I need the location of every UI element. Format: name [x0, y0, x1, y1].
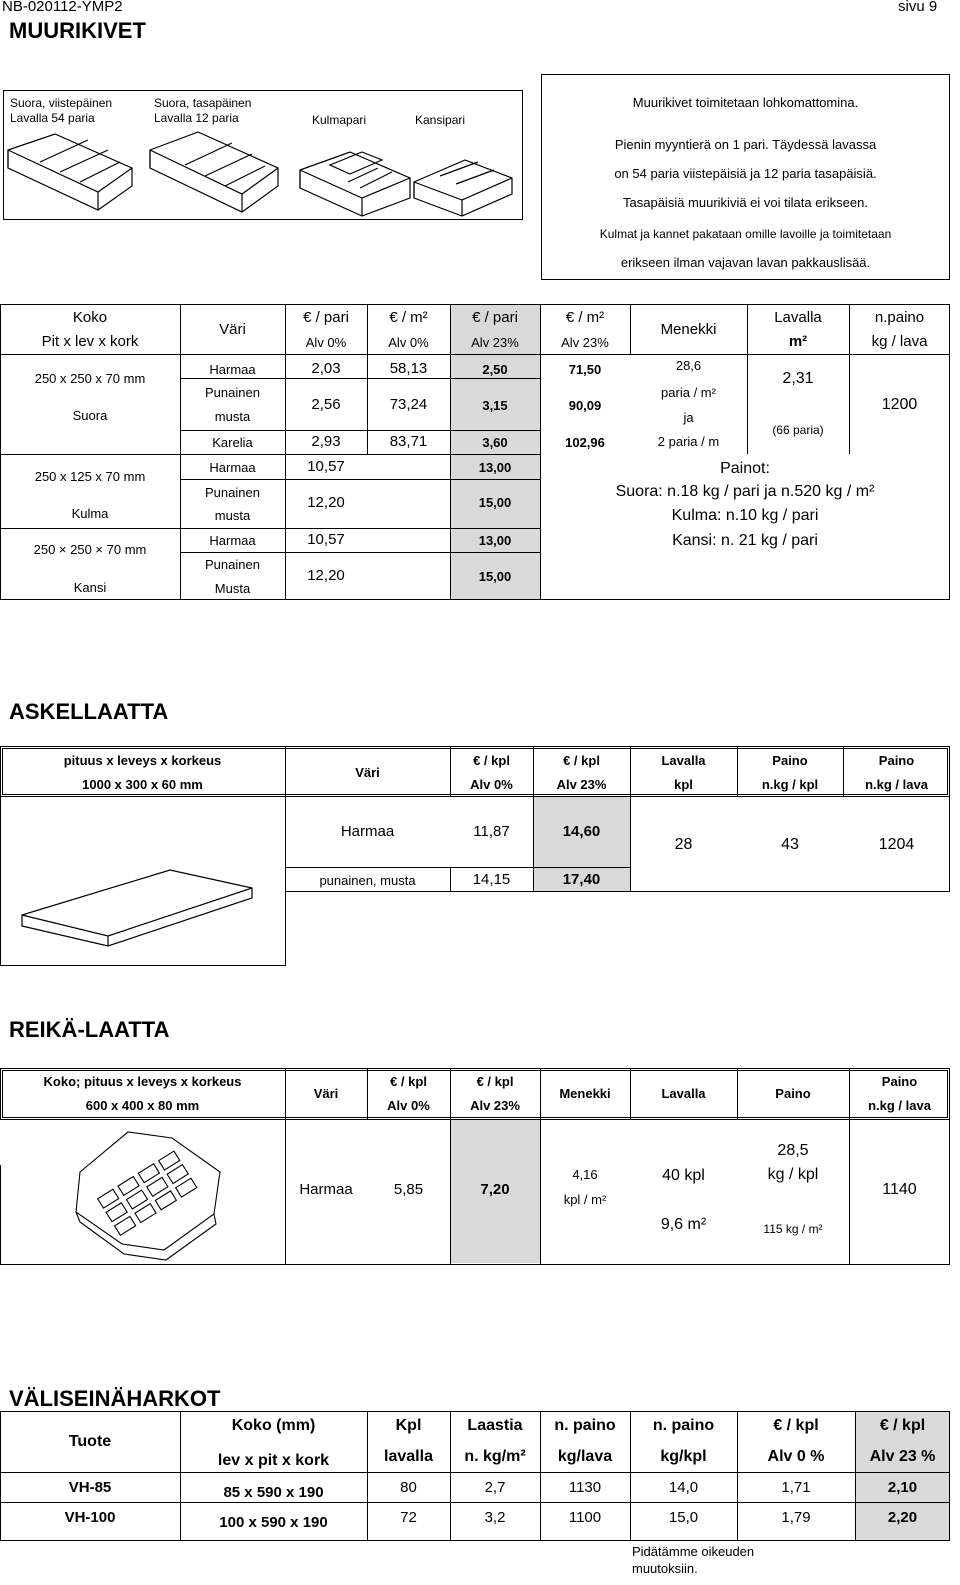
color-cell: Harmaa: [209, 362, 256, 377]
size-kulma: 250 x 125 x 70 mm: [34, 469, 146, 484]
info-line-6: erikseen ilman vajavan lavan pakkauslisää.: [620, 255, 871, 270]
vh-header-alv0: € / kpl: [773, 1417, 819, 1434]
vh-cell: 1100: [568, 1509, 602, 1526]
ask-lavalla-sub: kpl: [674, 777, 693, 792]
ask-size-value: 1000 x 300 x 60 mm: [82, 777, 203, 792]
color-cell: Punainen: [205, 485, 260, 500]
ask-lavalla-header: Lavalla: [661, 753, 706, 768]
vh-size: 85 x 590 x 190: [223, 1484, 324, 1501]
price-cell: 13,00: [478, 460, 512, 475]
reika-paino2-header: Paino: [881, 1074, 918, 1089]
painot-suora: Suora: n.18 kg / pari ja n.520 kg / m²: [615, 483, 875, 500]
reika-paino-header: Paino: [775, 1086, 811, 1101]
info-line-1: Muurikivet toimitetaan lohkomattomina.: [632, 95, 859, 110]
reika-alv0-header: € / kpl: [390, 1074, 427, 1089]
ask-color-cell: punainen, musta: [319, 873, 416, 888]
ask-paino-kpl-value: 43: [781, 836, 799, 853]
vh-cell: 14,0: [668, 1479, 699, 1496]
vh-cell: 2,20: [887, 1509, 918, 1526]
ask-color-cell: Harmaa: [340, 823, 395, 840]
npaino-subheader: kg / lava: [871, 333, 928, 350]
painot-kansi: Kansi: n. 21 kg / pari: [672, 532, 818, 549]
vh-product: VH-100: [64, 1509, 116, 1526]
npaino-header: n.paino: [874, 309, 925, 326]
m2-alv0-header: € / m²: [389, 309, 428, 326]
vh-size: 100 x 590 x 190: [219, 1514, 328, 1531]
lavalla-subheader: m²: [788, 333, 808, 350]
type-kulma: Kulma: [71, 506, 109, 521]
image-label-3: Kulmapari: [312, 113, 367, 127]
reika-price-alv0: 5,85: [393, 1181, 424, 1198]
reika-paino-value: 28,5: [777, 1142, 809, 1159]
ask-price-cell: 17,40: [562, 871, 601, 888]
info-line-2: Pienin myyntierä on 1 pari. Täydessä lavassa: [614, 137, 877, 152]
price-cell: 2,56: [311, 396, 341, 413]
ask-vari-header: Väri: [355, 765, 380, 780]
koko-header: Koko: [72, 309, 108, 326]
ask-paino2-header: Paino: [878, 753, 915, 768]
info-line-5: Kulmat ja kannet pakataan omille lavoille ja toimitetaan: [599, 227, 892, 241]
ask-alv23-header: € / kpl: [563, 753, 600, 768]
m2-alv23-sub: Alv 23%: [561, 335, 609, 350]
vh-header-paino-lava: n. paino: [554, 1417, 616, 1434]
ask-size-header: pituus x leveys x korkeus: [63, 753, 222, 768]
size-kansi: 250 × 250 × 70 mm: [33, 542, 147, 557]
page-number: sivu 9: [898, 0, 938, 15]
paino-value: 1200: [881, 396, 918, 413]
price-cell: 71,50: [568, 362, 602, 377]
koko-subheader: Pit x lev x kork: [41, 333, 139, 350]
price-cell: 13,00: [478, 533, 512, 548]
price-cell: 12,20: [307, 494, 345, 511]
type-suora: Suora: [72, 408, 108, 423]
vh-cell: 80: [400, 1479, 417, 1496]
grid-paver-drawing: [0, 0, 300, 1270]
price-cell: 102,96: [565, 435, 605, 450]
ask-price-cell: 14,15: [472, 871, 511, 888]
ask-alv0-header: € / kpl: [473, 753, 510, 768]
pari-alv0-header: € / pari: [303, 309, 349, 326]
vh-header-alv23: € / kpl: [879, 1417, 926, 1434]
reika-alv23-sub: Alv 23%: [470, 1098, 520, 1113]
price-cell: 83,71: [389, 433, 428, 450]
ask-price-cell: 14,60: [562, 823, 601, 840]
price-cell: 3,60: [482, 435, 508, 450]
reika-size-value: 600 x 400 x 80 mm: [85, 1098, 200, 1113]
vh-header-tuote: Tuote: [68, 1433, 112, 1450]
reika-vari-header: Väri: [313, 1086, 339, 1101]
price-cell: 3,15: [482, 398, 508, 413]
reika-alv23-header: € / kpl: [476, 1074, 514, 1089]
lavalla-note: (66 paria): [772, 423, 824, 437]
painot-title: Painot:: [720, 460, 770, 477]
reika-menekki-value: 4,16: [572, 1167, 598, 1182]
reika-lavalla-header: Lavalla: [661, 1086, 706, 1101]
color-cell: Musta: [214, 581, 251, 596]
pari-alv0-sub: Alv 0%: [305, 335, 347, 350]
color-cell: Karelia: [212, 435, 253, 450]
reika-paino-m2: 115 kg / m²: [763, 1222, 823, 1236]
disclaimer-note: Pidätämme oikeuden muutoksiin.: [632, 1544, 755, 1576]
vh-cell: 2,10: [887, 1479, 918, 1496]
reika-lavalla-kpl: 40 kpl: [662, 1167, 705, 1184]
ask-paino-header: Paino: [772, 753, 808, 768]
vh-header-koko-sub: lev x pit x kork: [217, 1452, 330, 1469]
ask-alv0-sub: Alv 0%: [470, 777, 513, 792]
askellaatta-title: ASKELLAATTA: [9, 699, 169, 724]
reika-menekki-header: Menekki: [559, 1086, 611, 1101]
vh-header-alv0-sub: Alv 0 %: [767, 1448, 825, 1465]
color-cell: Punainen: [205, 385, 260, 400]
m2-alv0-sub: Alv 0%: [388, 335, 429, 350]
image-label-2: Suora, tasapäinen Lavalla 12 paria: [154, 96, 252, 125]
vari-header: Väri: [219, 321, 246, 338]
vh-cell: 2,7: [484, 1479, 506, 1496]
color-cell: Punainen: [205, 557, 260, 572]
pari-alv23-sub: Alv 23%: [471, 335, 519, 350]
vh-header-paino-lava-sub: kg/lava: [557, 1448, 613, 1465]
reika-price-alv23: 7,20: [480, 1181, 510, 1198]
color-cell: Harmaa: [209, 533, 256, 548]
document-code: NB-020112-YMP2: [2, 0, 123, 15]
price-cell: 2,50: [482, 362, 508, 377]
ask-paino-lava-value: 1204: [878, 836, 915, 853]
reika-lavalla-m2: 9,6 m²: [660, 1216, 707, 1233]
price-cell: 90,09: [568, 398, 602, 413]
reika-alv0-sub: Alv 0%: [387, 1098, 430, 1113]
info-line-4: Tasapäisiä muurikiviä ei voi tilata erikseen.: [623, 195, 868, 210]
m2-alv23-header: € / m²: [565, 309, 605, 326]
price-cell: 15,00: [478, 495, 512, 510]
ask-paino2-sub: n.kg / lava: [865, 777, 928, 792]
vh-cell: 3,2: [484, 1509, 506, 1526]
price-cell: 73,24: [389, 396, 428, 413]
color-cell: musta: [214, 508, 251, 523]
valiseina-title: VÄLISEINÄHARKOT: [9, 1386, 221, 1411]
vh-cell: 15,0: [668, 1509, 699, 1526]
vh-header-laastia-sub: n. kg/m²: [464, 1448, 526, 1465]
pari-alv23-header: € / pari: [472, 309, 518, 326]
price-cell: 58,13: [389, 360, 428, 377]
ask-lavalla-value: 28: [674, 836, 693, 853]
reika-color: Harmaa: [299, 1181, 353, 1198]
reika-paino-unit: kg / kpl: [767, 1166, 819, 1183]
menekki-alt: 2 paria / m: [657, 434, 720, 449]
vh-product: VH-85: [68, 1479, 112, 1496]
vh-cell: 72: [400, 1509, 417, 1526]
reikalaatta-title: REIKÄ-LAATTA: [9, 1017, 170, 1042]
menekki-value: 28,6: [675, 358, 702, 373]
price-cell: 2,93: [311, 433, 341, 450]
vh-cell: 1,79: [781, 1509, 811, 1526]
page-title: MUURIKIVET: [9, 18, 146, 43]
ask-paino-sub: n.kg / kpl: [761, 777, 819, 792]
image-label-1: Suora, viistepäinen Lavalla 54 paria: [10, 96, 113, 125]
type-kansi: Kansi: [73, 580, 107, 595]
info-line-3: on 54 paria viistepäisiä ja 12 paria tasapäisiä.: [614, 166, 877, 181]
price-cell: 10,57: [307, 458, 345, 475]
reika-paino2-sub: n.kg / lava: [868, 1098, 931, 1113]
color-cell: musta: [214, 409, 251, 424]
vh-header-laastia: Laastia: [467, 1417, 523, 1434]
vh-header-kpl-sub: lavalla: [384, 1448, 433, 1465]
color-cell: Harmaa: [209, 460, 256, 475]
price-cell: 12,20: [307, 567, 345, 584]
vh-header-alv23-sub: Alv 23 %: [869, 1448, 936, 1465]
price-cell: 10,57: [307, 531, 345, 548]
vh-header-kpl: Kpl: [395, 1417, 422, 1434]
menekki-unit: paria / m²: [661, 385, 716, 400]
painot-kulma: Kulma: n.10 kg / pari: [671, 507, 819, 524]
menekki-and: ja: [683, 410, 694, 425]
price-cell: 15,00: [478, 569, 512, 584]
vh-cell: 1,71: [781, 1479, 811, 1496]
vh-cell: 1130: [568, 1479, 602, 1496]
ask-price-cell: 11,87: [473, 823, 510, 840]
ask-alv23-sub: Alv 23%: [556, 777, 607, 792]
reika-menekki-unit: kpl / m²: [563, 1192, 607, 1207]
vh-header-paino-kpl-sub: kg/kpl: [660, 1448, 707, 1465]
size-suora: 250 x 250 x 70 mm: [34, 371, 146, 386]
price-cell: 2,03: [311, 360, 341, 377]
reika-size-header: Koko; pituus x leveys x korkeus: [43, 1074, 242, 1089]
image-label-4: Kansipari: [415, 113, 466, 127]
menekki-header: Menekki: [660, 321, 717, 338]
reika-paino-lava: 1140: [882, 1181, 917, 1198]
lavalla-value: 2,31: [782, 370, 814, 387]
lavalla-header: Lavalla: [774, 309, 822, 326]
vh-header-paino-kpl: n. paino: [652, 1417, 715, 1434]
vh-header-koko: Koko (mm): [231, 1417, 316, 1434]
